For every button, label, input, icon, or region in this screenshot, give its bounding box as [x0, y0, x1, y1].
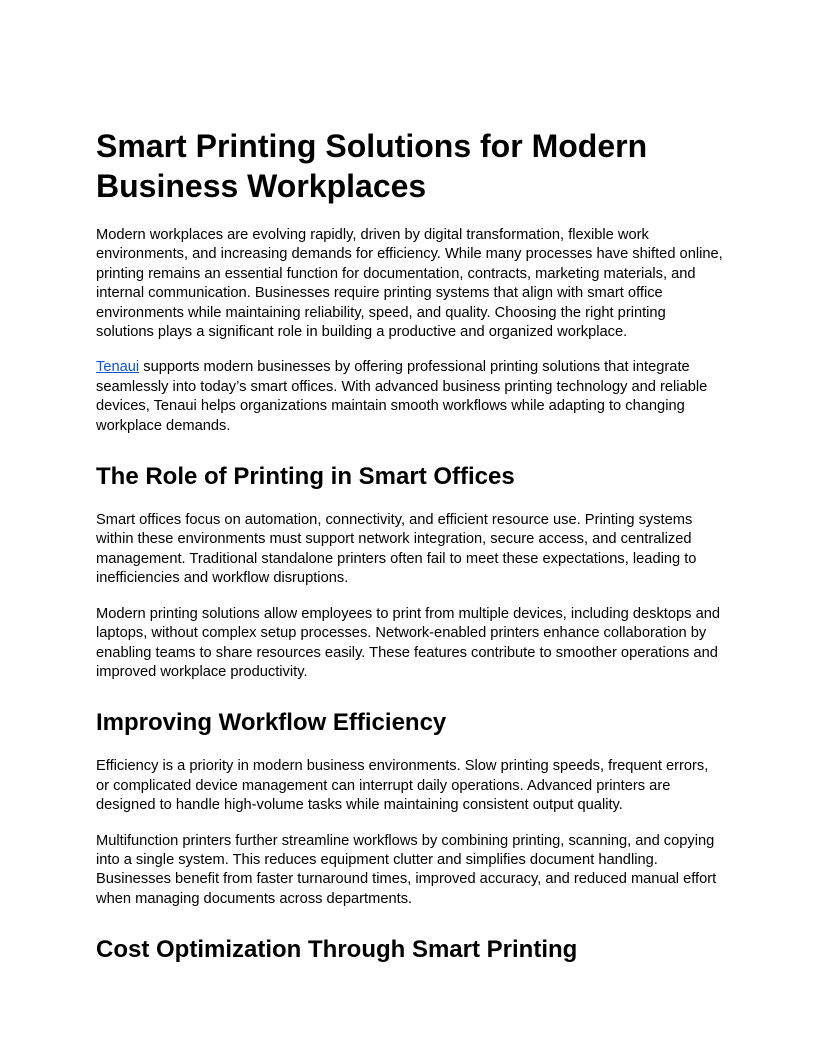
- section-heading-cost-optimization: Cost Optimization Through Smart Printing: [96, 936, 578, 964]
- intro-paragraph: Modern workplaces are evolving rapidly, driven by digital transformation, flexible work environments, and increasing demands for efficiency. While many processes have shifted online, printing remains an essential function for documentation, contracts, marketing materials, and internal communication. Businesses require printing systems that align with smart office environments while maintaining reliability, speed, and quality. Choosing the right printing solutions plays a significant role in building a productive and organized workplace.: [96, 227, 723, 341]
- section-heading-workflow-efficiency: Improving Workflow Efficiency: [96, 709, 447, 737]
- section-paragraph: Modern printing solutions allow employees to print from multiple devices, including desktops and laptops, without complex setup processes. Network-enabled printers enhance collaboration by enabling teams to share resources easily. These features contribute to smoother operations and improved workplace productivity.: [96, 605, 721, 680]
- section-paragraph: Smart offices focus on automation, connectivity, and efficient resource use. Printing systems within these environments must support network integration, secure access, and centralized management. Traditional standalone printers often fail to meet these expectations, leading to inefficiencies and workflow disruptions.: [96, 512, 697, 587]
- section-paragraph: Efficiency is a priority in modern business environments. Slow printing speeds, frequent errors, or complicated device management can interrupt daily operations. Advanced printers are designed to handle high-volume tasks while maintaining consistent output quality.: [96, 758, 709, 814]
- document-title: Smart Printing Solutions for Modern Business Workplaces: [96, 128, 648, 204]
- section-paragraph: Multifunction printers further streamline workflows by combining printing, scanning, and copying into a single system. This reduces equipment clutter and simplifies document handling. Businesses benefit from faster turnaround times, improved accuracy, and reduced manual effort when managing documents across departments.: [96, 832, 717, 907]
- section-heading-role-of-printing: The Role of Printing in Smart Offices: [96, 463, 515, 491]
- brand-paragraph: [96, 358, 724, 436]
- brand-paragraph-text: supports modern businesses by offering professional printing solutions that integrate seamlessly into today’s smart offices. With advanced business printing technology and reliable devices, Tenaui helps organizations maintain smooth workflows while adapting to changing workplace demands.: [96, 359, 708, 434]
- tenaui-link[interactable]: Tenaui: [96, 359, 140, 376]
- document-page: [96, 126, 724, 984]
